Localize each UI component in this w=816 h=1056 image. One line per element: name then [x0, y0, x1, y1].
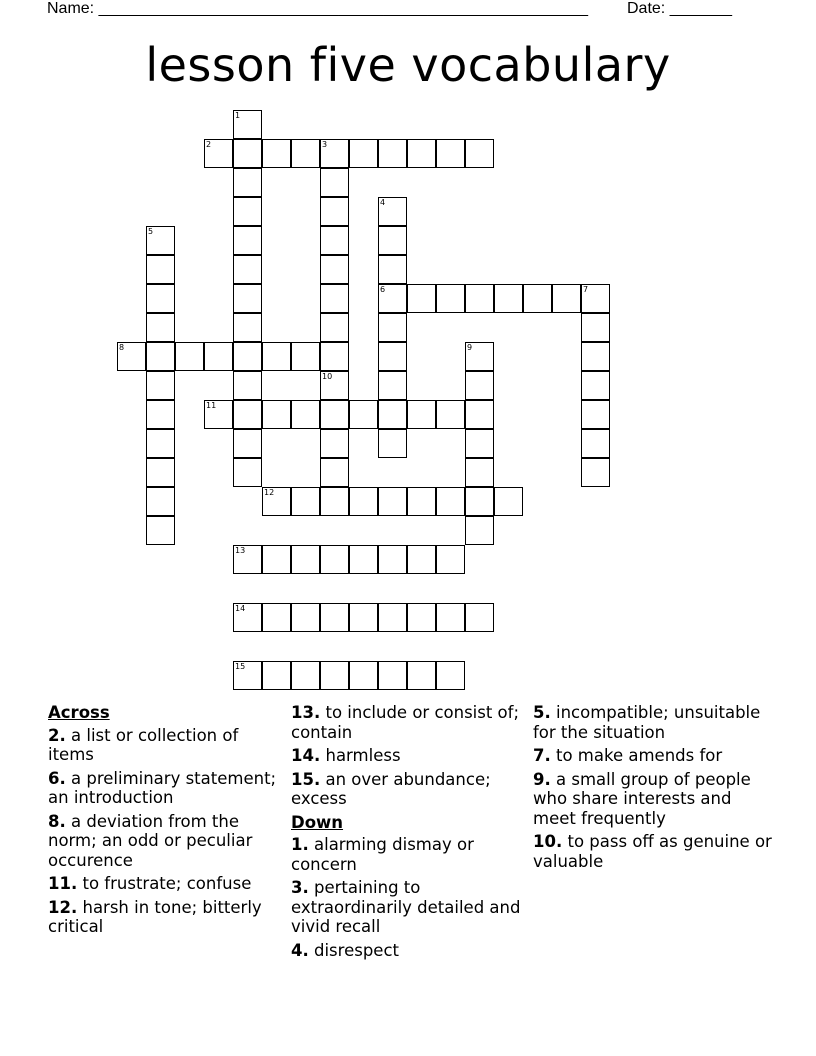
grid-cell[interactable] [320, 226, 349, 255]
grid-cell[interactable] [378, 603, 407, 632]
clue-text: a deviation from the norm; an odd or peculiar occurence [48, 811, 253, 870]
grid-cell[interactable] [349, 661, 378, 690]
clue-text: an over abundance; excess [291, 769, 491, 808]
grid-cell[interactable] [146, 313, 175, 342]
down-heading: Down [291, 812, 344, 832]
grid-cell[interactable] [320, 458, 349, 487]
grid-cell[interactable] [436, 400, 465, 429]
grid-cell[interactable] [465, 371, 494, 400]
clue-number: 6. [48, 768, 66, 788]
grid-cell[interactable] [146, 255, 175, 284]
grid-cell[interactable] [146, 458, 175, 487]
clue-text: alarming dismay or concern [291, 835, 474, 874]
grid-cell[interactable] [146, 342, 175, 371]
clue-number: 5. [533, 703, 551, 722]
clue-number-label: 9 [467, 343, 473, 352]
clue-across-8 [48, 812, 283, 871]
clue-across-11 [48, 874, 283, 894]
grid-cell[interactable] [349, 545, 378, 574]
clue-text: a list or collection of items [48, 725, 239, 764]
clue-number: 15. [291, 769, 321, 789]
clue-number: 7. [533, 746, 551, 765]
grid-cell[interactable] [291, 139, 320, 168]
clue-number-label: 15 [235, 662, 246, 671]
grid-cell[interactable] [233, 429, 262, 458]
clue-text: a preliminary statement; an introduction [48, 768, 277, 807]
clue-number-label: 4 [380, 198, 386, 207]
grid-cell[interactable] [320, 313, 349, 342]
grid-cell[interactable] [378, 400, 407, 429]
clue-across-2 [48, 726, 283, 765]
clue-number: 2. [48, 725, 66, 745]
grid-cell[interactable] [552, 284, 581, 313]
clue-number: 8. [48, 811, 66, 831]
clue-down-10 [533, 832, 773, 871]
clue-number: 10. [533, 832, 563, 851]
clue-text: harsh in tone; bitterly critical [48, 897, 262, 936]
grid-cell[interactable] [204, 342, 233, 371]
grid-cell[interactable] [175, 342, 204, 371]
grid-cell[interactable] [291, 545, 320, 574]
grid-cell[interactable] [494, 284, 523, 313]
clue-number: 13. [291, 703, 321, 722]
grid-cell[interactable] [233, 168, 262, 197]
clue-number: 3. [291, 878, 309, 897]
clue-text: harmless [325, 746, 401, 765]
grid-cell[interactable] [378, 661, 407, 690]
grid-cell[interactable] [407, 487, 436, 516]
page-title: lesson five vocabulary [145, 38, 671, 92]
clue-number: 4. [291, 940, 309, 960]
clue-number: 9. [533, 769, 551, 789]
grid-cell[interactable] [436, 661, 465, 690]
grid-cell[interactable] [581, 313, 610, 342]
clue-text: to frustrate; confuse [82, 874, 252, 893]
clue-number-label: 12 [264, 488, 275, 497]
grid-cell[interactable] [320, 168, 349, 197]
clue-number: 12. [48, 897, 78, 917]
grid-cell[interactable] [378, 313, 407, 342]
grid-cell[interactable] [146, 284, 175, 313]
clue-number-label: 10 [322, 372, 333, 381]
grid-cell[interactable] [407, 400, 436, 429]
grid-cell[interactable] [320, 487, 349, 516]
grid-cell[interactable] [146, 487, 175, 516]
grid-cell[interactable] [320, 197, 349, 226]
grid-cell[interactable] [581, 371, 610, 400]
grid-cell[interactable] [291, 661, 320, 690]
date-field[interactable]: Date: _______ [627, 0, 732, 17]
grid-cell[interactable] [146, 429, 175, 458]
grid-cell[interactable] [146, 400, 175, 429]
grid-cell[interactable] [233, 284, 262, 313]
grid-cell[interactable] [378, 487, 407, 516]
clue-down-7 [533, 746, 773, 766]
grid-cell[interactable] [378, 342, 407, 371]
grid-cell[interactable] [233, 458, 262, 487]
grid-cell[interactable] [407, 139, 436, 168]
clue-number-label: 13 [235, 546, 246, 555]
clue-number-label: 2 [206, 140, 212, 149]
grid-cell[interactable] [523, 284, 552, 313]
grid-cell[interactable] [146, 371, 175, 400]
grid-cell[interactable] [349, 139, 378, 168]
clue-across-14 [291, 746, 526, 766]
grid-cell[interactable] [378, 545, 407, 574]
grid-cell[interactable] [581, 458, 610, 487]
clue-across-6 [48, 769, 283, 808]
clue-number-label: 3 [322, 140, 328, 149]
grid-cell[interactable] [465, 487, 494, 516]
clue-down-1 [291, 835, 526, 874]
clue-number-label: 14 [235, 604, 246, 613]
clue-text: incompatible; unsuitable for the situation [533, 703, 761, 742]
clue-down-4 [291, 941, 526, 961]
grid-cell[interactable] [262, 603, 291, 632]
grid-cell[interactable] [465, 516, 494, 545]
grid-cell[interactable] [233, 400, 262, 429]
grid-cell[interactable] [407, 661, 436, 690]
clues-column-3 [533, 703, 773, 875]
clue-number-label: 7 [583, 285, 589, 294]
grid-cell[interactable] [262, 342, 291, 371]
clue-text: to make amends for [556, 746, 723, 765]
grid-cell[interactable] [436, 284, 465, 313]
clue-number: 11. [48, 874, 78, 893]
grid-cell[interactable] [320, 400, 349, 429]
grid-cell[interactable] [378, 139, 407, 168]
grid-cell[interactable] [581, 342, 610, 371]
clue-across-12 [48, 898, 283, 937]
clue-across-13 [291, 703, 526, 742]
clues-column-2 [291, 703, 526, 964]
grid-cell[interactable] [262, 661, 291, 690]
grid-cell[interactable] [436, 139, 465, 168]
grid-cell[interactable] [262, 400, 291, 429]
clue-text: pertaining to extraordinarily detailed and vivid recall [291, 878, 521, 936]
grid-cell[interactable] [233, 226, 262, 255]
grid-cell[interactable] [349, 603, 378, 632]
clue-number: 1. [291, 835, 309, 854]
grid-cell[interactable] [233, 197, 262, 226]
clue-text: disrespect [314, 940, 399, 960]
grid-cell[interactable] [233, 371, 262, 400]
name-field[interactable]: Name: _______________________________________________________ [47, 0, 588, 17]
grid-cell[interactable] [233, 139, 262, 168]
clue-across-15 [291, 770, 526, 809]
grid-cell[interactable] [320, 429, 349, 458]
clues-column-1 [48, 703, 283, 941]
clue-down-9 [533, 770, 773, 829]
grid-cell[interactable] [465, 458, 494, 487]
clue-number-label: 5 [148, 227, 154, 236]
grid-cell[interactable] [320, 255, 349, 284]
grid-cell[interactable] [465, 139, 494, 168]
grid-cell[interactable] [233, 313, 262, 342]
clue-down-3 [291, 878, 526, 937]
grid-cell[interactable] [233, 342, 262, 371]
clue-number-label: 8 [119, 343, 125, 352]
grid-cell[interactable] [407, 284, 436, 313]
grid-cell[interactable] [465, 400, 494, 429]
grid-cell[interactable] [146, 516, 175, 545]
grid-cell[interactable] [494, 487, 523, 516]
grid-cell[interactable] [320, 342, 349, 371]
grid-cell[interactable] [233, 255, 262, 284]
grid-cell[interactable] [581, 429, 610, 458]
grid-cell[interactable] [465, 429, 494, 458]
grid-cell[interactable] [262, 139, 291, 168]
grid-cell[interactable] [407, 545, 436, 574]
grid-cell[interactable] [262, 545, 291, 574]
grid-cell[interactable] [436, 487, 465, 516]
grid-cell[interactable] [407, 603, 436, 632]
grid-cell[interactable] [320, 661, 349, 690]
grid-cell[interactable] [320, 603, 349, 632]
grid-cell[interactable] [291, 342, 320, 371]
grid-cell[interactable] [291, 487, 320, 516]
clue-number-label: 1 [235, 111, 241, 120]
clue-text: to include or consist of; contain [291, 703, 520, 742]
grid-cell[interactable] [378, 255, 407, 284]
clue-text: a small group of people who share interests and meet frequently [533, 769, 751, 828]
clue-number-label: 6 [380, 285, 386, 294]
grid-cell[interactable] [581, 400, 610, 429]
clue-down-5 [533, 703, 773, 742]
grid-cell[interactable] [349, 400, 378, 429]
grid-cell[interactable] [465, 284, 494, 313]
grid-cell[interactable] [436, 603, 465, 632]
grid-cell[interactable] [320, 545, 349, 574]
grid-cell[interactable] [320, 284, 349, 313]
grid-cell[interactable] [378, 226, 407, 255]
clue-text: to pass off as genuine or valuable [533, 832, 772, 871]
grid-cell[interactable] [378, 371, 407, 400]
clue-number: 14. [291, 746, 321, 765]
grid-cell[interactable] [291, 603, 320, 632]
grid-cell[interactable] [291, 400, 320, 429]
grid-cell[interactable] [378, 429, 407, 458]
grid-cell[interactable] [436, 545, 465, 574]
grid-cell[interactable] [465, 603, 494, 632]
across-heading: Across [48, 703, 110, 722]
clue-number-label: 11 [206, 401, 217, 410]
grid-cell[interactable] [349, 487, 378, 516]
